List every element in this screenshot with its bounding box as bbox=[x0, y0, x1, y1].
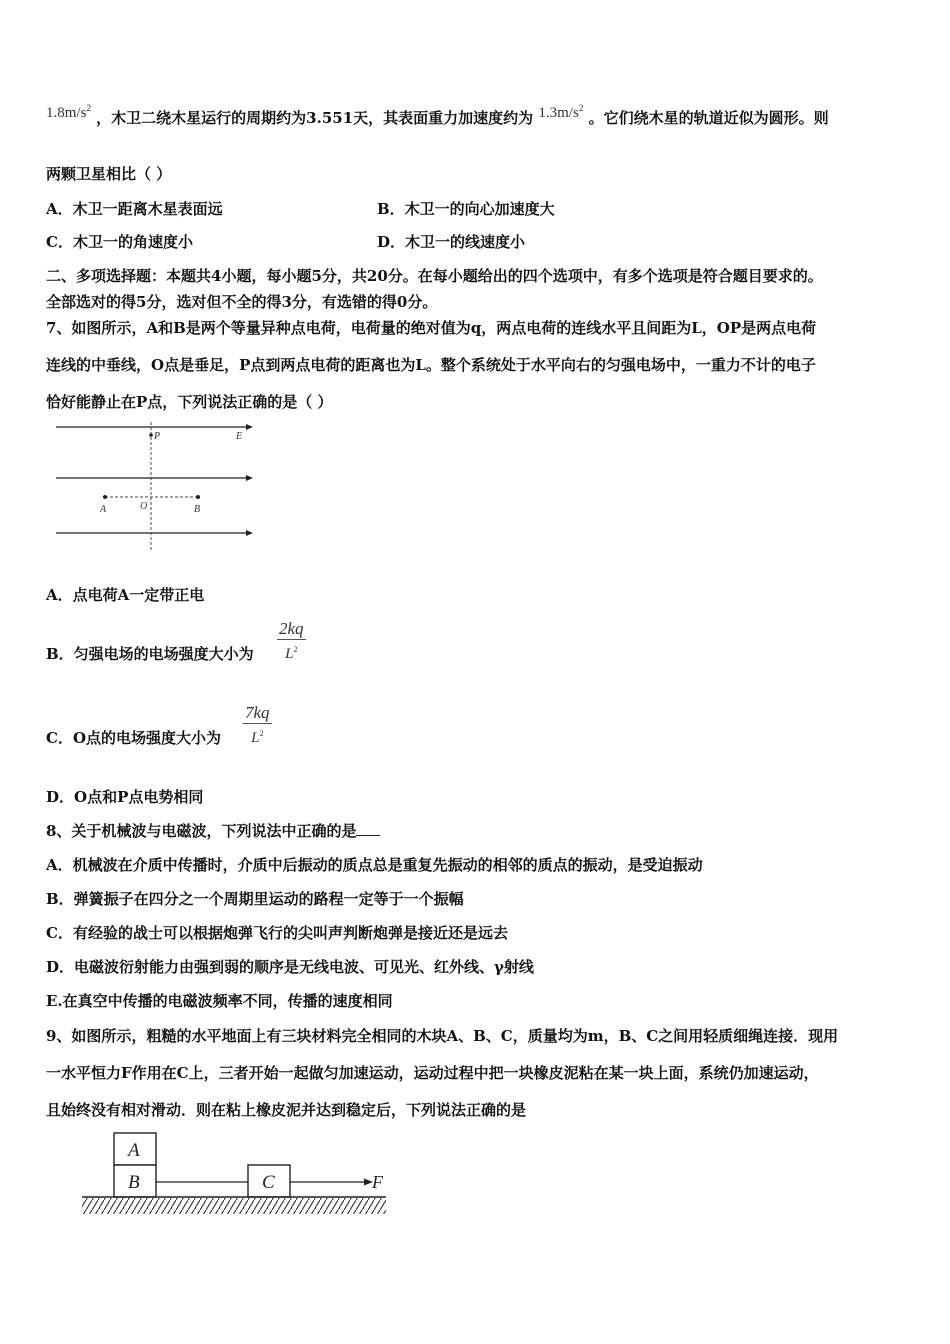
fraction-numerator: 2kq bbox=[279, 619, 304, 638]
label-e: E bbox=[236, 431, 243, 442]
label-o: O bbox=[140, 501, 148, 512]
fraction-denominator: $L^2$ bbox=[251, 729, 264, 746]
field-arrow-bottom bbox=[246, 530, 253, 536]
section2-header-line2: 全部选对的得5分，选对但不全的得3分，有选错的得0分。 bbox=[46, 293, 438, 311]
q7-option-b: B．匀强电场的电场强度大小为 bbox=[46, 645, 254, 663]
q7-stem-line1: 7、如图所示，A和B是两个等量异种点电荷，电荷量的绝对值为q，两点电荷的连线水平且间距为L，OP是两点电荷 bbox=[46, 319, 817, 337]
point-p bbox=[149, 433, 153, 437]
q9-stem-line3: 且始终没有相对滑动．则在粘上橡皮泥并达到稳定后，下列说法正确的是 bbox=[46, 1101, 527, 1119]
fraction-denominator: $L^2$ bbox=[285, 645, 298, 662]
q9-blocks-figure bbox=[80, 1130, 392, 1220]
q6-option-b: B．木卫一的向心加速度大 bbox=[377, 200, 555, 218]
label-b: B bbox=[194, 504, 201, 515]
fraction-numerator: 7kq bbox=[245, 703, 270, 722]
q7-option-c: C．O点的电场强度大小为 bbox=[46, 729, 222, 747]
ground-hatching bbox=[82, 1198, 386, 1214]
label-block-b: B bbox=[128, 1172, 140, 1193]
q6-option-a: A．木卫一距离木星表面远 bbox=[46, 200, 223, 218]
label-block-a: A bbox=[128, 1140, 140, 1161]
label-block-c: C bbox=[262, 1172, 275, 1193]
q7-field-figure bbox=[50, 420, 255, 555]
label-p: P bbox=[154, 431, 161, 442]
q6-text-2: 。它们绕木星的轨道近似为圆形。则 bbox=[588, 109, 829, 127]
q8-option-a: A．机械波在介质中传播时，介质中后振动的质点总是重复先振动的相邻的质点的振动，是受迫振动 bbox=[46, 856, 703, 874]
q8-stem: 8、关于机械波与电磁波，下列说法中正确的是 bbox=[46, 821, 380, 841]
answer-blank bbox=[356, 821, 380, 836]
q7-option-c-fraction bbox=[243, 703, 272, 748]
label-force-f: F bbox=[372, 1172, 383, 1192]
q8-option-b: B．弹簧振子在四分之一个周期里运动的路程一定等于一个振幅 bbox=[46, 890, 464, 908]
field-arrow-middle bbox=[246, 475, 253, 481]
q8-option-c: C．有经验的战士可以根据炮弹飞行的尖叫声判断炮弹是接近还是远去 bbox=[46, 924, 508, 942]
q7-stem-line3: 恰好能静止在P点，下列说法正确的是（ ） bbox=[46, 393, 333, 411]
q8-option-d: D．电磁波衍射能力由强到弱的顺序是无线电波、可见光、红外线、γ射线 bbox=[46, 958, 534, 976]
q9-stem-line2: 一水平恒力F作用在C上，三者开始一起做匀加速运动，运动过程中把一块橡皮泥粘在某一块上面，系统仍加速运动， bbox=[46, 1064, 819, 1082]
field-arrow-top bbox=[246, 424, 253, 430]
q6-stem-line2: 两颗卫星相比（ ） bbox=[46, 165, 172, 183]
section2-header-line1: 二、多项选择题：本题共4小题，每小题5分，共20分。在每小题给出的四个选项中，有多个选项是符合题目要求的。 bbox=[46, 267, 823, 285]
q6-value-2: $1.3m/s^2$ bbox=[538, 103, 584, 121]
q6-value-1: $1.8m/s^2$ bbox=[46, 103, 91, 121]
q6-text-1: ，木卫二绕木星运行的周期约为3.551天，其表面重力加速度约为 bbox=[96, 109, 534, 127]
q7-option-a: A．点电荷A一定带正电 bbox=[46, 586, 205, 604]
charge-b bbox=[196, 495, 200, 499]
q7-option-b-fraction bbox=[277, 619, 306, 664]
q8-option-e: E.在真空中传播的电磁波频率不同，传播的速度相同 bbox=[46, 992, 393, 1010]
q6-option-c: C．木卫一的角速度小 bbox=[46, 233, 193, 251]
q7-option-d: D．O点和P点电势相同 bbox=[46, 788, 204, 806]
q9-stem-line1: 9、如图所示，粗糙的水平地面上有三块材料完全相同的木块A、B、C，质量均为m，B、C之间用轻质细绳连接．现用 bbox=[46, 1027, 839, 1045]
label-a: A bbox=[100, 504, 107, 515]
q6-option-d: D．木卫一的线速度小 bbox=[377, 233, 526, 251]
q6-stem-line1 bbox=[46, 104, 829, 129]
q7-stem-line2: 连线的中垂线，O点是垂足，P点到两点电荷的距离也为L。整个系统处于水平向右的匀强电场中，一重力不计的电子 bbox=[46, 356, 816, 374]
charge-a bbox=[103, 495, 107, 499]
